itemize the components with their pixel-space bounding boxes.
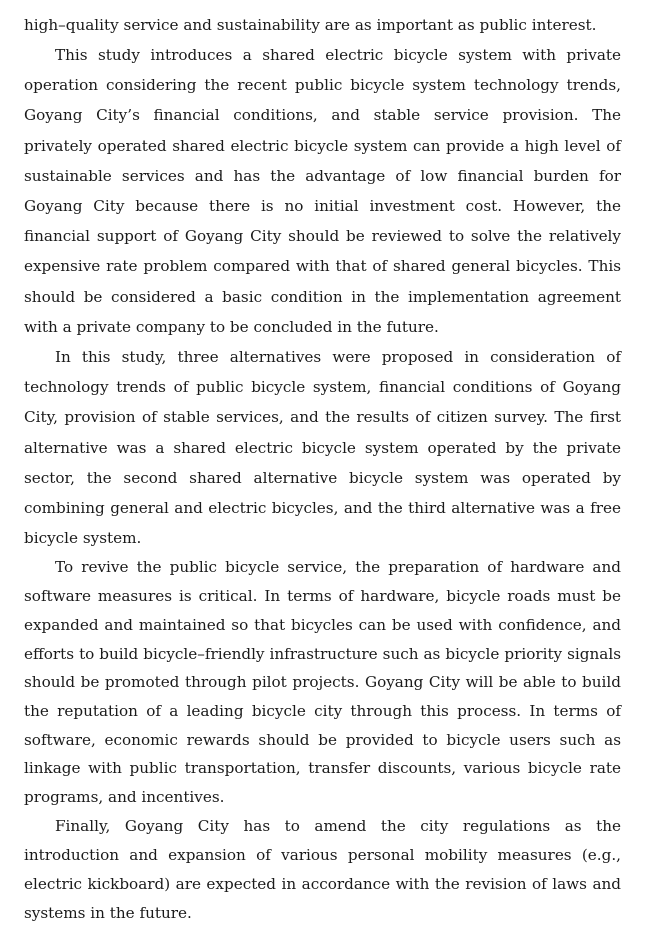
paragraph-city-regulations: Finally, Goyang City has to amend the city regulations as the introduction and expansion of various personal mobility measures (e.g., electric kickboard) are expected in accordance with the revision of laws and systems in the future.	[24, 816, 621, 922]
paragraph-alternatives: In this study, three alternatives were proposed in consideration of technology trends of public bicycle system, financial conditions of Goyang City, provision of stable services, and the results of citizen survey. The first alternative was a shared electric bicycle system operated by the private sector, the second shared alternative bicycle system was operated by combining general and electric bicycles, and the third alternative was a free bicycle system.	[24, 348, 621, 548]
paragraph-hardware-software-measures: To revive the public bicycle service, the preparation of hardware and software measures is critical. In terms of hardware, bicycle roads must be expanded and maintained so that bicycles can be used with confidence, and efforts to build bicycle–friendly infrastructure such as bicycle priority signals should be promoted through pilot projects. Goyang City will be able to build the reputation of a leading bicycle city through this process. In terms of software, economic rewards should be provided to bicycle users such as linkage with public transportation, transfer discounts, various bicycle rate programs, and incentives.	[24, 558, 621, 807]
paragraph-continuation: high–quality service and sustainability are as important as public interest.	[24, 16, 597, 34]
paragraph-system-introduction: This study introduces a shared electric bicycle system with private operation considering the recent public bicycle system technology trends, Goyang City’s financial conditions, and stable service provision. The privately operated shared electric bicycle system can provide a high level of sustainable services and has the advantage of low financial burden for Goyang City because there is no initial investment cost. However, the financial support of Goyang City should be reviewed to solve the relatively expensive rate problem compared with that of shared general bicycles. This should be considered a basic condition in the implementation agreement with a private company to be concluded in the future.	[24, 46, 621, 336]
